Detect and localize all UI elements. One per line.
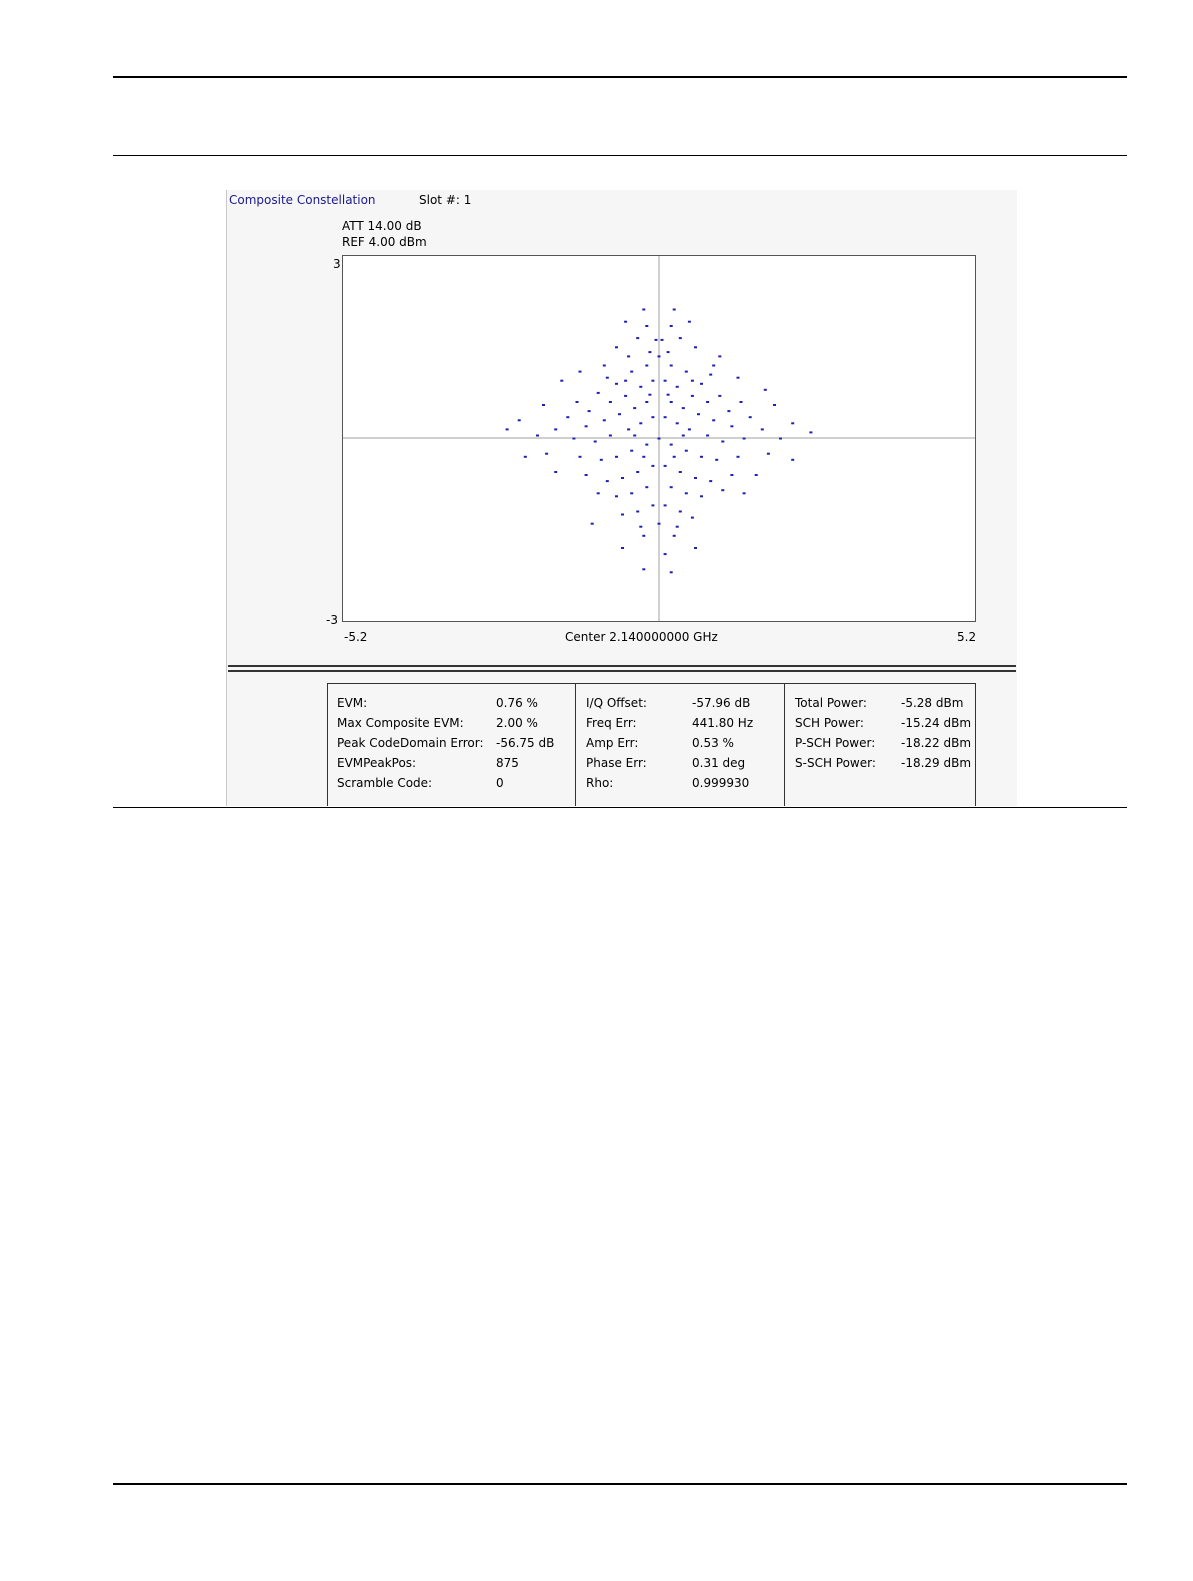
constellation-point (615, 346, 618, 348)
constellation-point (658, 523, 661, 525)
total-power-value: -5.28 dBm (901, 696, 964, 710)
constellation-point (706, 401, 709, 403)
scramble-code-label: Scramble Code: (337, 776, 433, 790)
slot-number: Slot #: 1 (419, 193, 472, 207)
p-sch-power-value: -18.22 dBm (901, 736, 972, 750)
constellation-point (655, 339, 658, 341)
constellation-point (642, 456, 645, 458)
constellation-point (651, 380, 654, 382)
constellation-point (791, 422, 794, 424)
constellation-point (642, 309, 645, 311)
metrics-column-2 (575, 684, 784, 806)
peak-codedomain-error-value: -56.75 dB (496, 736, 555, 750)
screen-separator-2 (228, 670, 1016, 672)
constellation-point (691, 380, 694, 382)
constellation-point (694, 547, 697, 549)
constellation-point (506, 428, 509, 430)
iq-offset-value: -57.96 dB (692, 696, 751, 710)
y-axis-min-label: -3 (326, 613, 338, 627)
constellation-point (658, 355, 661, 357)
constellation-point (651, 416, 654, 418)
constellation-point (627, 428, 630, 430)
constellation-point (624, 380, 627, 382)
constellation-point (670, 325, 673, 327)
constellation-point (554, 428, 557, 430)
constellation-point (636, 511, 639, 513)
constellation-point (673, 456, 676, 458)
constellation-point (688, 428, 691, 430)
constellation-point (624, 321, 627, 323)
constellation-point (651, 504, 654, 506)
constellation-point (691, 395, 694, 397)
constellation-point (627, 355, 630, 357)
constellation-point (730, 425, 733, 427)
constellation-point (518, 419, 521, 421)
freq-err-label: Freq Err: (586, 716, 637, 730)
constellation-point (651, 465, 654, 467)
s-sch-power-value: -18.29 dBm (901, 756, 972, 770)
constellation-point (661, 339, 664, 341)
constellation-point (700, 495, 703, 497)
phase-err-label: Phase Err: (586, 756, 647, 770)
constellation-point (645, 486, 648, 488)
constellation-point (667, 351, 670, 353)
constellation-point (676, 422, 679, 424)
constellation-point (679, 511, 682, 513)
constellation-point (697, 413, 700, 415)
constellation-point (600, 459, 603, 461)
constellation-point (779, 438, 782, 440)
constellation-point (609, 435, 612, 437)
sch-power-label: SCH Power: (795, 716, 864, 730)
constellation-point (609, 401, 612, 403)
constellation-point (579, 456, 582, 458)
constellation-point (603, 365, 606, 367)
constellation-point (615, 495, 618, 497)
constellation-point (715, 459, 718, 461)
rho-label: Rho: (586, 776, 614, 790)
scramble-code-value: 0 (496, 776, 504, 790)
constellation-point (679, 337, 682, 339)
constellation-point (682, 435, 685, 437)
x-axis-max-label: 5.2 (957, 630, 977, 644)
rho-value: 0.999930 (692, 776, 750, 790)
phase-err-value: 0.31 deg (692, 756, 746, 770)
attenuation-setting: ATT 14.00 dB (342, 219, 422, 233)
constellation-point (670, 401, 673, 403)
constellation-point (743, 492, 746, 494)
constellation-point (740, 401, 743, 403)
sch-power-value: -15.24 dBm (901, 716, 972, 730)
header-rule-top (113, 76, 1127, 78)
constellation-point (630, 371, 633, 373)
constellation-point (737, 456, 740, 458)
constellation-point (761, 428, 764, 430)
constellation-point (545, 453, 548, 455)
constellation-point (536, 435, 539, 437)
constellation-point (764, 389, 767, 391)
constellation-point (676, 526, 679, 528)
figure-rule-bottom (113, 807, 1127, 808)
constellation-point (572, 438, 575, 440)
constellation-point (694, 477, 697, 479)
constellation-point (606, 480, 609, 482)
constellation-point (554, 471, 557, 473)
constellation-point (727, 410, 730, 412)
constellation-point (648, 394, 651, 396)
view-title: Composite Constellation (229, 193, 376, 207)
constellation-point (691, 517, 694, 519)
constellation-point (591, 523, 594, 525)
metrics-column-3 (784, 684, 976, 806)
y-axis-max-label: 3 (333, 257, 341, 271)
evm-value: 0.76 % (496, 696, 538, 710)
freq-err-value: 441.80 Hz (692, 716, 754, 730)
constellation-point (594, 441, 597, 443)
header-rule-bottom (113, 155, 1127, 156)
constellation-point (737, 377, 740, 379)
reference-level-setting: REF 4.00 dBm (342, 235, 427, 249)
constellation-point (633, 435, 636, 437)
constellation-point (633, 407, 636, 409)
constellation-point (576, 401, 579, 403)
constellation-point (676, 386, 679, 388)
constellation-point (579, 371, 582, 373)
constellation-point (670, 365, 673, 367)
constellation-point (621, 477, 624, 479)
constellation-point (585, 425, 588, 427)
constellation-point (664, 416, 667, 418)
metrics-panel (327, 683, 976, 806)
constellation-point (700, 383, 703, 385)
constellation-point (721, 489, 724, 491)
constellation-point (679, 471, 682, 473)
metrics-column-1 (328, 684, 575, 806)
center-frequency-label: Center 2.140000000 GHz (565, 630, 718, 644)
constellation-point (597, 492, 600, 494)
evm-peak-pos-value: 875 (496, 756, 519, 770)
p-sch-power-label: P-SCH Power: (795, 736, 876, 750)
iq-offset-label: I/Q Offset: (586, 696, 647, 710)
constellation-point (712, 365, 715, 367)
constellation-point (630, 450, 633, 452)
constellation-point (700, 456, 703, 458)
constellation-point (767, 453, 770, 455)
constellation-point (645, 325, 648, 327)
constellation-point (664, 553, 667, 555)
constellation-point (621, 547, 624, 549)
constellation-point (603, 419, 606, 421)
constellation-point (718, 395, 721, 397)
constellation-point (743, 438, 746, 440)
constellation-point (624, 395, 627, 397)
constellation-point (694, 346, 697, 348)
evm-peak-pos-label: EVMPeakPos: (337, 756, 417, 770)
constellation-point (709, 374, 712, 376)
constellation-point (566, 416, 569, 418)
constellation-point (709, 480, 712, 482)
peak-codedomain-error-label: Peak CodeDomain Error: (337, 736, 484, 750)
constellation-point (791, 459, 794, 461)
constellation-point (749, 416, 752, 418)
constellation-point (773, 404, 776, 406)
screen-separator-1 (228, 665, 1016, 667)
constellation-point (673, 535, 676, 537)
constellation-point (685, 492, 688, 494)
constellation-point (664, 504, 667, 506)
constellation-point (639, 386, 642, 388)
constellation-point (560, 380, 563, 382)
constellation-point (730, 474, 733, 476)
constellation-point (670, 486, 673, 488)
constellation-point (645, 365, 648, 367)
constellation-point (636, 337, 639, 339)
constellation-point (721, 441, 724, 443)
constellation-point (639, 422, 642, 424)
constellation-point (636, 471, 639, 473)
footer-rule (113, 1483, 1127, 1485)
constellation-point (645, 401, 648, 403)
amp-err-value: 0.53 % (692, 736, 734, 750)
x-axis-min-label: -5.2 (344, 630, 368, 644)
constellation-point (673, 309, 676, 311)
constellation-svg (343, 256, 975, 621)
evm-label: EVM: (337, 696, 368, 710)
constellation-point (642, 568, 645, 570)
constellation-point (615, 456, 618, 458)
constellation-point (718, 355, 721, 357)
constellation-point (597, 392, 600, 394)
constellation-point (755, 474, 758, 476)
constellation-point (621, 514, 624, 516)
max-composite-evm-value: 2.00 % (496, 716, 538, 730)
constellation-point (630, 492, 633, 494)
constellation-point (809, 431, 812, 433)
constellation-point (706, 435, 709, 437)
constellation-point (664, 465, 667, 467)
constellation-point (667, 394, 670, 396)
constellation-point (670, 444, 673, 446)
constellation-point (588, 410, 591, 412)
constellation-point (524, 456, 527, 458)
constellation-point (542, 404, 545, 406)
max-composite-evm-label: Max Composite EVM: (337, 716, 464, 730)
constellation-point (639, 526, 642, 528)
constellation-point (670, 571, 673, 573)
constellation-point (658, 438, 661, 440)
constellation-point (688, 321, 691, 323)
total-power-label: Total Power: (795, 696, 867, 710)
constellation-point (712, 419, 715, 421)
constellation-point (618, 413, 621, 415)
constellation-point (685, 371, 688, 373)
amp-err-label: Amp Err: (586, 736, 639, 750)
constellation-plot (342, 255, 976, 622)
constellation-point (606, 377, 609, 379)
constellation-point (685, 450, 688, 452)
constellation-point (585, 474, 588, 476)
constellation-point (615, 383, 618, 385)
s-sch-power-label: S-SCH Power: (795, 756, 876, 770)
constellation-point (682, 407, 685, 409)
constellation-point (645, 444, 648, 446)
constellation-point (664, 380, 667, 382)
constellation-point (648, 351, 651, 353)
constellation-point (642, 535, 645, 537)
